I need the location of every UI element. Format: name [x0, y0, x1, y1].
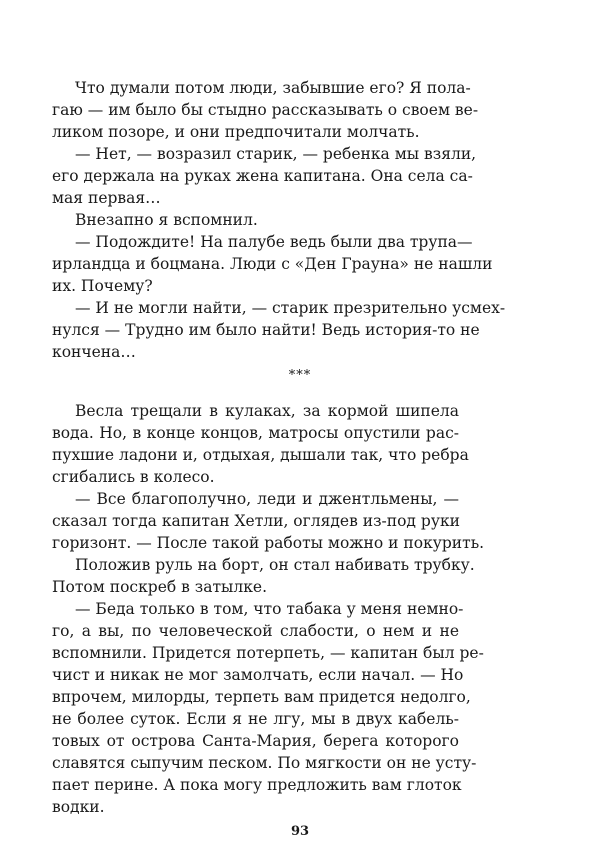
text-line: го, а вы, по человеческой слабости, о нем и не — [52, 622, 459, 640]
text-line: товых от острова Санта-Мария, берега которого — [52, 732, 459, 750]
text-line: Положив руль на борт, он стал набивать трубку. — [75, 556, 475, 574]
text-line: горизонт. — После такой работы можно и покурить. — [52, 534, 485, 552]
text-line: нулся — Трудно им было найти! Ведь история-то не — [52, 321, 480, 339]
text-line: гаю — им было бы стыдно рассказывать о своем ве- — [52, 101, 479, 119]
text-line: впрочем, милорды, терпеть вам придется недолго, — [52, 688, 471, 706]
text-line: Весла трещали в кулаках, за кормой шипела — [75, 402, 459, 420]
text-line: вода. Но, в конце концов, матросы опустили рас- — [52, 424, 459, 442]
text-line: ликом позоре, и они предпочитали молчать. — [52, 123, 420, 141]
text-line: славятся сыпучим песком. По мягкости он не усту- — [52, 754, 477, 772]
text-line: не более суток. Если я не лгу, мы в двух кабель- — [52, 710, 459, 728]
text-line: чист и никак не мог замолчать, если начал. — Но — [52, 666, 464, 684]
text-line: — И не могли найти, — старик презрительно усмех- — [75, 299, 506, 317]
text-line: вспомнили. Придется потерпеть, — капитан был ре- — [52, 644, 484, 662]
text-line: — Все благополучно, леди и джентльмены, — — [75, 490, 459, 508]
text-line: Потом поскреб в затылке. — [52, 578, 268, 596]
text-line: их. Почему? — [52, 277, 153, 295]
text-line: кончена… — [52, 343, 136, 361]
text-line: Внезапно я вспомнил. — [75, 211, 258, 229]
text-line: ирландца и боцмана. Люди с «Ден Грауна» не нашли — [52, 255, 493, 273]
text-line: Что думали потом люди, забывшие его? Я пола- — [75, 79, 471, 97]
text-line: пухшие ладони и, отдыхая, дышали так, что ребра — [52, 446, 469, 464]
section-separator: *** — [288, 368, 312, 383]
text-line: сгибались в колесо. — [52, 468, 215, 486]
text-line: мая первая… — [52, 189, 161, 207]
text-line: — Беда только в том, что табака у меня немно- — [75, 600, 464, 618]
text-line: водки. — [52, 798, 105, 816]
text-line: его держала на руках жена капитана. Она села са- — [52, 167, 473, 185]
text-line: сказал тогда капитан Хетли, оглядев из-под руки — [52, 512, 460, 530]
text-line: пает перине. А пока могу предложить вам глоток — [52, 776, 462, 794]
page-number: 93 — [290, 824, 310, 839]
text-line: — Подождите! На палубе ведь были два трупа— — [75, 233, 473, 251]
text-line: — Нет, — возразил старик, — ребенка мы взяли, — [75, 145, 477, 163]
